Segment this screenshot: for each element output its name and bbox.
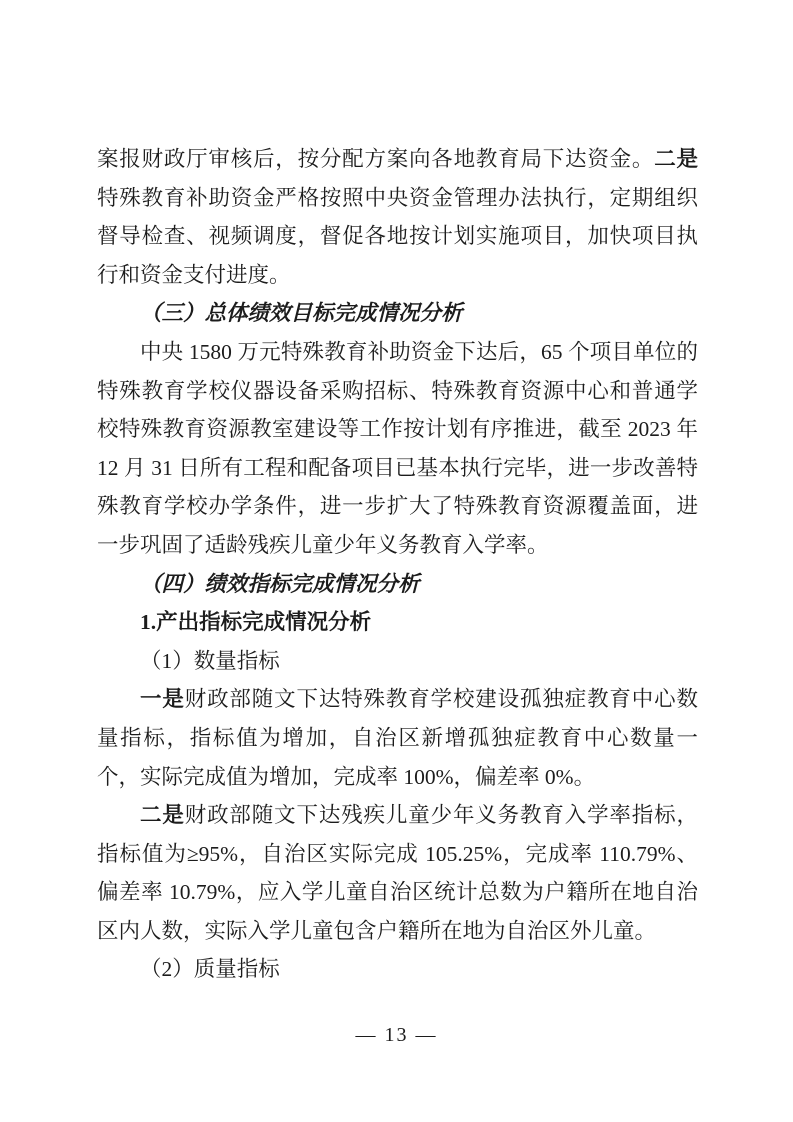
paragraph-continuation — [97, 140, 698, 294]
subheading-quantity-indicators: （1）数量指标 — [140, 648, 280, 673]
paragraph-indicator-first — [97, 680, 698, 796]
bold-lead-in: 二是 — [654, 147, 698, 171]
paragraph-text: 案报财政厅审核后，按分配方案向各地教育局下达资金。 — [97, 147, 655, 171]
document-body — [97, 140, 698, 989]
paragraph-text: 财政部随文下达特殊教育学校建设孤独症教育中心数量指标，指标值为增加，自治区新增孤独症教育中心数量一个，实际完成值为增加，完成率 100%，偏差率 0%。 — [97, 687, 698, 789]
bold-lead-in: 一是 — [140, 687, 185, 712]
paragraph-text: 财政部随文下达残疾儿童少年义务教育入学率指标，指标值为≥95%，自治区实际完成 105.25%，完成率 110.79%、偏差率 10.79%，应入学儿童自治区统计总数为户籍所在地自治区内人数，实际入学儿童包含户籍所在地为自治区外儿童。 — [97, 803, 698, 943]
paragraph-overall-analysis: 中央 1580 万元特殊教育补助资金下达后，65 个项目单位的特殊教育学校仪器设备采购招标、特殊教育资源中心和普通学校特殊教育资源教室建设等工作按计划有序推进，截至 2023 年 12 月 31 日所有工程和配备项目已基本执行完毕，进一步改善特殊教育学校办学条件，进一步扩大了特殊教育资源覆盖面，进一步巩固了适龄残疾儿童少年义务教育入学率。 — [97, 339, 698, 557]
page-number: — 13 — — [355, 1024, 438, 1046]
bold-lead-in: 二是 — [140, 803, 185, 828]
subheading-quality-indicators: （2）质量指标 — [140, 957, 280, 982]
section-heading-4: （四）绩效指标完成情况分析 — [140, 571, 420, 596]
section-heading-3: （三）总体绩效目标完成情况分析 — [140, 301, 463, 326]
paragraph-indicator-second — [97, 796, 698, 950]
paragraph-text: 特殊教育补助资金严格按照中央资金管理办法执行，定期组织督导检查、视频调度，督促各地按计划实施项目，加快项目执行和资金支付进度。 — [97, 185, 698, 287]
heading-output-indicators: 1.产出指标完成情况分析 — [140, 610, 372, 635]
